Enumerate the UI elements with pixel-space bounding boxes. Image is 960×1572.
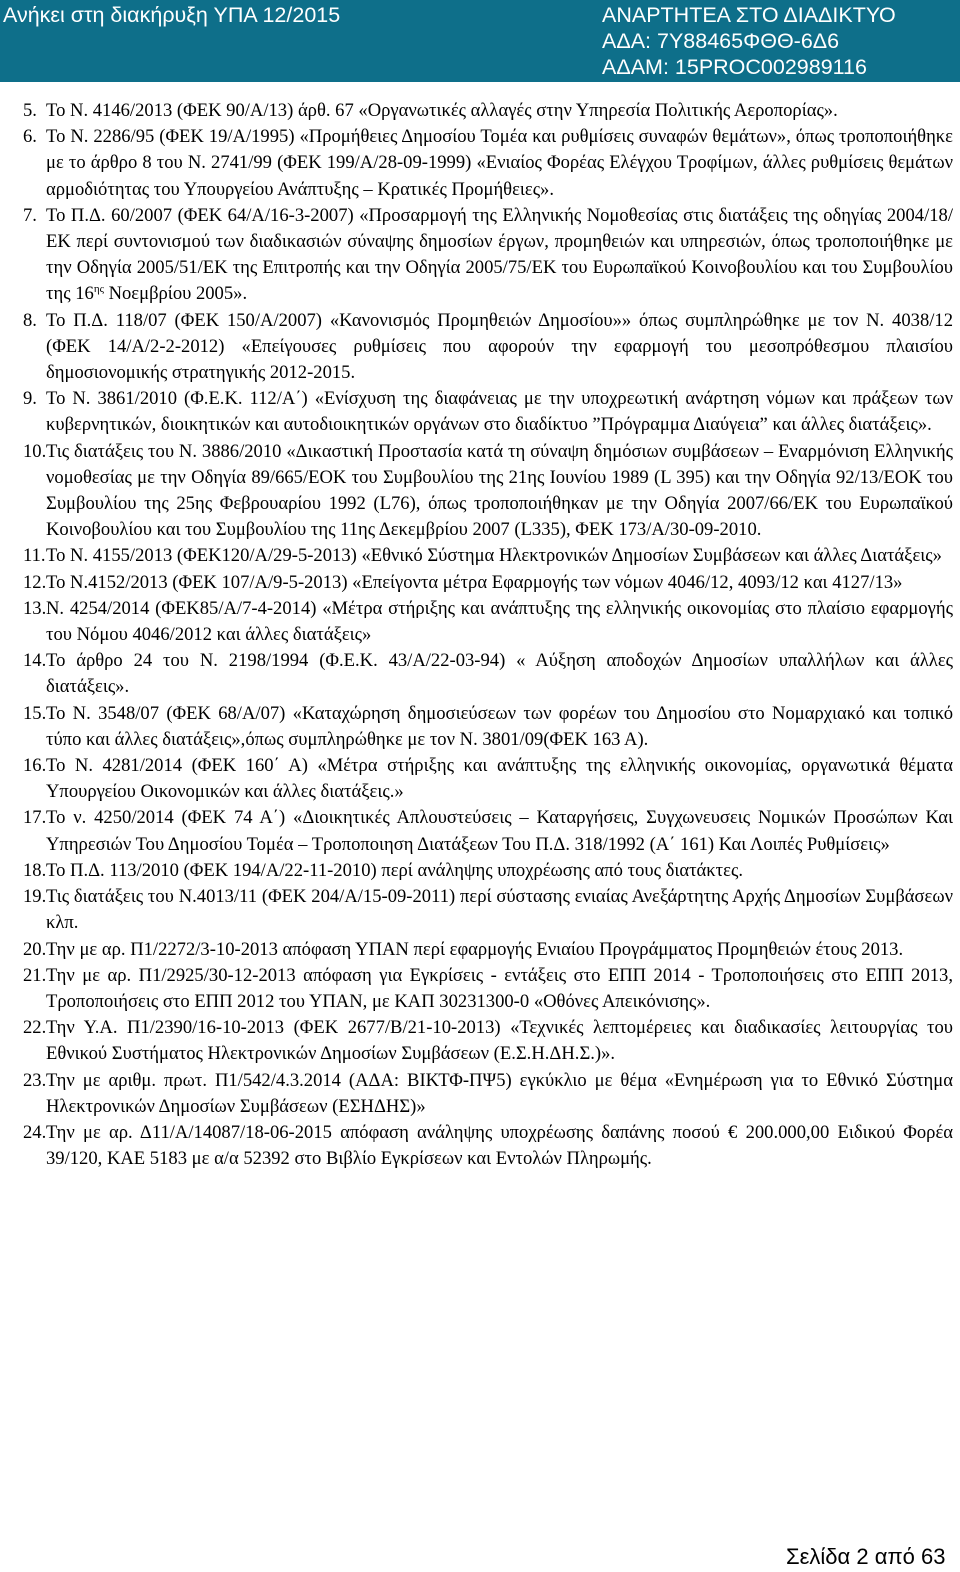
item-number: 21. <box>23 964 47 986</box>
list-item <box>23 1015 953 1067</box>
item-text: Την με αρ. Π1/2272/3-10-2013 απόφαση ΥΠΑΝ περί εφαρμογής Ενιαίου Προγράμματος Προμηθειών έτους 2013. <box>46 938 904 960</box>
item-number: 5. <box>23 100 37 121</box>
item-text: Την με αρ. Π1/2925/30-12-2013 απόφαση για Εγκρίσεις - εντάξεις στο ΕΠΠ 2014 - Τροποποιήσεις στο ΕΠΠ 2013, Τροποποιήσεις στο ΕΠΠ 2012 του ΥΠΑΝ, με ΚΑΠ 30231300-0 «Οθόνες Απεικόνισης». <box>46 964 953 1012</box>
item-text: Τις διατάξεις του Ν. 3886/2010 «Δικαστική Προστασία κατά τη σύναψη δημόσιων συμβάσεων – Εναρμόνιση Ελληνικής νομοθεσίας με την Οδηγία 89/665/ΕΟΚ του Συμβουλίου της 21ης Ιουνίου 1989 (L 395) και την Οδηγία 92/13/ΕΟΚ του Συμβουλίου της 25ης Φεβρουαρίου 1992 (L76), όπως τροποποιήθηκαν με την Οδηγία 2007/66/ΕΚ του Ευρωπαϊκού Κοινοβουλίου και του Συμβουλίου της 11ης Δεκεμβρίου 2007 (L335), ΦΕΚ 173/Α/30-09-2010. <box>46 440 953 541</box>
item-number: 22. <box>23 1017 47 1039</box>
item-number: 9. <box>23 388 37 410</box>
item-number: 24. <box>23 1121 47 1143</box>
list-item <box>23 1120 953 1172</box>
item-text: Το Ν. 2286/95 (ΦΕΚ 19/Α/1995) «Προμήθειες Δημοσίου Τομέα και ρυθμίσεις συναφών θεμάτων», όπως τροποποιήθηκε με το άρθρο 8 του Ν. 2741/99 (ΦΕΚ 199/Α/28-09-1999) «Ενιαίος Φορέας Ελέγχου Τροφίμων, άλλες ρυθμίσεις θεμάτων αρμοδιότητας του Υπουργείου Ανάπτυξης – Κρατικές Προμήθειες». <box>46 126 953 200</box>
document-path-stamp <box>4 1556 424 1561</box>
list-item <box>23 308 953 387</box>
list-item <box>23 386 953 438</box>
item-number: 14. <box>23 650 47 672</box>
item-number: 12. <box>23 571 47 593</box>
list-item <box>23 1068 953 1120</box>
item-number: 17. <box>23 807 47 829</box>
tender-reference: Ανήκει στη διακήρυξη ΥΠΑ 12/2015 <box>3 3 341 27</box>
item-text: Το Ν. 4281/2014 (ΦΕΚ 160΄ Α) «Μέτρα στήριξης και ανάπτυξης της ελληνικής οικονομίας, οργανωτικά θέματα Υπουργείου Οικονομικών και άλλες διατάξεις.» <box>46 755 953 803</box>
item-text: Το Π.Δ. 60/2007 (ΦΕΚ 64/Α/16-3-2007) «Προσαρμογή της Ελληνικής Νομοθεσίας στις διατάξεις της οδηγίας 2004/18/ΕΚ περί συντονισμού των διαδικασιών σύναψης δημοσίων έργων, προμηθειών και υπηρεσιών, όπως τροποποιήθηκε με την Οδηγία 2005/51/ΕΚ της Επιτροπής και την Οδηγία 2005/75/ΕΚ του Ευρωπαϊκού Κοινοβουλίου και του Συμβουλίου της 16 <box>46 204 953 305</box>
item-text: Το Ν. 3861/2010 (Φ.Ε.Κ. 112/Α΄) «Ενίσχυση της διαφάνειας με την υποχρεωτική ανάρτηση νόμων και πράξεων των κυβερνητικών, διοικητικών και αυτοδιοικητικών οργάνων στο διαδίκτυο ”Πρόγραμμα Διαύγεια” και άλλες διατάξεις». <box>46 388 953 436</box>
item-number: 16. <box>23 755 47 777</box>
item-number: 10. <box>23 440 47 462</box>
item-text: Το Ν. 4146/2013 (ΦΕΚ 90/Α/13) άρθ. 67 «Οργανωτικές αλλαγές στην Υπηρεσία Πολιτικής Αεροπορίας». <box>46 100 838 121</box>
list-item <box>23 203 953 308</box>
item-text: Το Ν. 4155/2013 (ΦΕΚ120/Α/29-5-2013) «Εθνικό Σύστημα Ηλεκτρονικών Δημοσίων Συμβάσεων και άλλες Διατάξεις» <box>46 545 942 567</box>
item-number: 20. <box>23 938 47 960</box>
list-item <box>23 937 953 963</box>
item-number: 19. <box>23 886 47 908</box>
list-item <box>23 439 953 544</box>
item-number: 7. <box>23 204 37 226</box>
item-number: 11. <box>23 545 46 567</box>
item-text: Το Π.Δ. 118/07 (ΦΕΚ 150/Α/2007) «Κανονισμός Προμηθειών Δημοσίου»» όπως συμπληρώθηκε με τον Ν. 4038/12 (ΦΕΚ 14/Α/2-2-2012) «Επείγουσες ρυθμίσεις που αφορούν την εφαρμογή του μεσοπρόθεσμου πλαισίου δημοσιονομικής στρατηγικής 2012-2015. <box>46 309 953 384</box>
list-item <box>23 884 953 936</box>
item-number: 15. <box>23 702 47 724</box>
item-number: 23. <box>23 1069 47 1091</box>
list-item <box>23 98 953 124</box>
item-text: Τις διατάξεις του Ν.4013/11 (ΦΕΚ 204/Α/15-09-2011) περί σύστασης ενιαίας Ανεξάρτητης Αρχής Δημοσίων Συμβάσεων κλπ. <box>46 886 953 934</box>
item-text: Ν. 4254/2014 (ΦΕΚ85/Α/7-4-2014) «Μέτρα στήριξης και ανάπτυξης της ελληνικής οικονομίας στο πλαίσιο εφαρμογής του Νόμου 4046/2012 και άλλες διατάξεις» <box>46 597 953 646</box>
item-text-tail: Νοεμβρίου 2005». <box>103 283 248 305</box>
item-text: Το ν. 4250/2014 (ΦΕΚ 74 Α΄) «Διοικητικές Απλουστεύσεις – Καταργήσεις, Συγχωνευσεις Νομικών Προσώπων Και Υπηρεσιών Του Δημοσίου Τομέα – Τροποποιηση Διατάξεων Του Π.Δ. 318/1992 (Α΄ 161) Και Λοιπές Ρυθμίσεις» <box>46 807 953 855</box>
list-item <box>23 858 953 884</box>
list-item <box>23 570 953 596</box>
ada-code: ΑΔΑ: 7Υ88465ΦΘΘ-6Δ6 <box>602 29 840 53</box>
adam-code: ΑΔΑΜ: 15PROC002989116 <box>602 55 867 79</box>
header-banner <box>0 0 960 82</box>
item-text: Την με αριθμ. πρωτ. Π1/542/4.3.2014 (ΑΔΑ: ΒΙΚΤΦ-ΠΨ5) εγκύκλιο με θέμα «Ενημέρωση για το Εθνικό Σύστημα Ηλεκτρονικών Δημοσίων Συμβάσεων (ΕΣΗΔΗΣ)» <box>46 1069 953 1117</box>
list-item <box>23 648 953 700</box>
item-number: 18. <box>23 859 47 881</box>
list-item <box>23 701 953 753</box>
page-number: Σελίδα 2 από 63 <box>786 1544 946 1569</box>
item-text: Το Π.Δ. 113/2010 (ΦΕΚ 194/Α/22-11-2010) περί ανάληψης υποχρέωσης από τους διατάκτες. <box>46 859 743 881</box>
item-text: Το Ν. 3548/07 (ΦΕΚ 68/Α/07) «Καταχώρηση δημοσιεύσεων των φορέων του Δημοσίου στο Νομαρχιακό και τοπικό τύπο και άλλες διατάξεις»,όπως συμπληρώθηκε με τον Ν. 3801/09(ΦΕΚ 163 Α). <box>46 702 953 750</box>
item-text: Την με αρ. Δ11/Α/14087/18-06-2015 απόφαση ανάληψης υποχρέωσης δαπάνης ποσού € 200.000,00 Ειδικού Φορέα 39/120, ΚΑΕ 5183 με α/α 52392 στο Βιβλίο Εγκρίσεων και Εντολών Πληρωμής. <box>46 1121 953 1170</box>
list-item <box>23 805 953 857</box>
ordinal-suffix: ης <box>93 283 104 296</box>
list-item <box>23 596 953 648</box>
item-number: 6. <box>23 126 37 148</box>
list-item <box>23 963 953 1015</box>
publish-notice: ΑΝΑΡΤΗΤΕΑ ΣΤΟ ΔΙΑΔΙΚΤΥΟ <box>602 3 896 27</box>
item-text: Το Ν.4152/2013 (ΦΕΚ 107/Α/9-5-2013) «Επείγοντα μέτρα Εφαρμογής των νόμων 4046/12, 4093/12 και 4127/13» <box>46 571 903 593</box>
list-item <box>23 543 953 569</box>
publication-info <box>602 2 896 80</box>
legal-references-list <box>23 98 953 1172</box>
list-item <box>23 753 953 805</box>
item-number: 13. <box>23 597 47 619</box>
item-number: 8. <box>23 309 37 331</box>
item-text: Το άρθρο 24 του Ν. 2198/1994 (Φ.Ε.Κ. 43/Α/22-03-94) « Αύξηση αποδοχών Δημοσίων υπαλλήλων και άλλες διατάξεις». <box>46 650 953 698</box>
item-text: Την Υ.Α. Π1/2390/16-10-2013 (ΦΕΚ 2677/Β/21-10-2013) «Τεχνικές λεπτομέρειες και διαδικασίες λειτουργίας του Εθνικού Συστήματος Ηλεκτρονικών Δημοσίων Συμβάσεων (Ε.Σ.Η.ΔΗ.Σ.)». <box>46 1017 953 1065</box>
list-item <box>23 124 953 203</box>
